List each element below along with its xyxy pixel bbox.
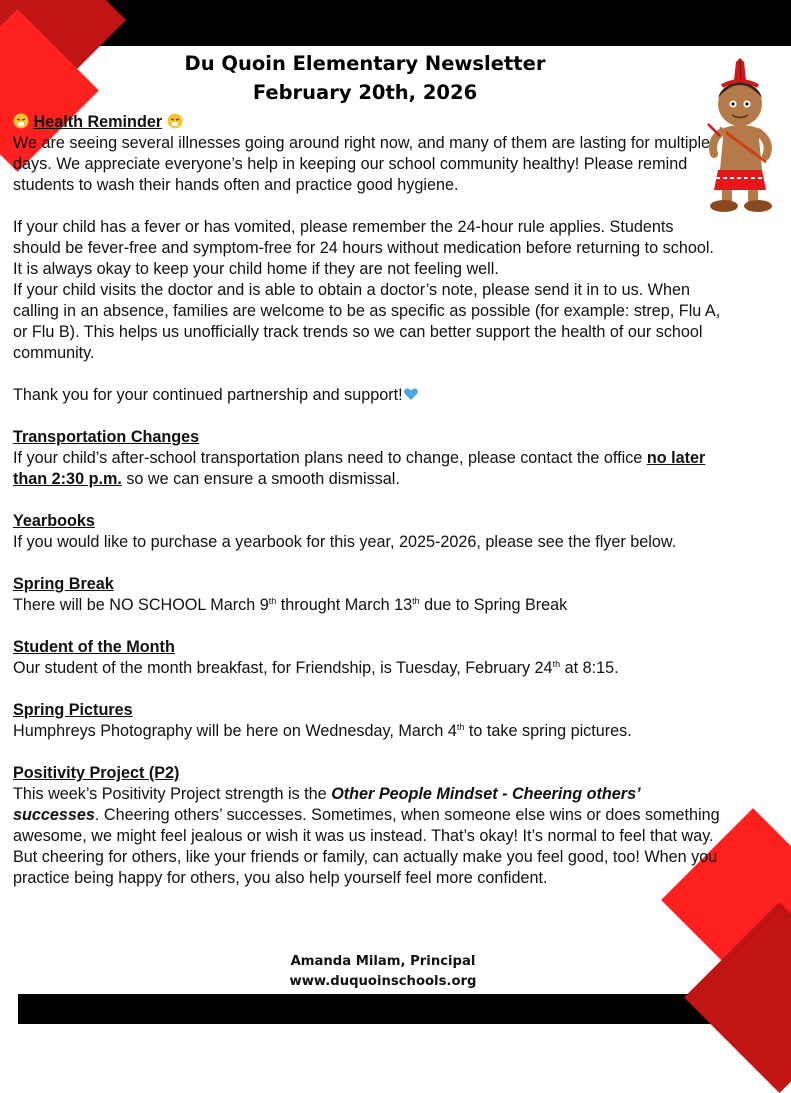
health-paragraph-2: If your child has a fever or has vomited, please remember the 24-hour rule applies. Students should be fever-free and symptom-free for 24 hours without medication before returning to school. It is always okay to keep your child home if they are not feeling well. xyxy=(13,218,714,278)
spring-break-text-2: throught March 13 xyxy=(276,596,413,614)
student-of-month-text-2: at 8:15. xyxy=(560,659,619,677)
transportation-text-start: If your child’s after-school transportation plans need to change, please contact the office xyxy=(13,449,647,467)
health-thanks xyxy=(13,385,723,406)
spring-pictures-text xyxy=(13,721,723,742)
health-reminder-title: Health Reminder xyxy=(33,113,163,131)
spring-pictures-text-2: to take spring pictures. xyxy=(464,722,632,740)
transportation-deadline-2: than 2:30 p.m. xyxy=(13,470,122,488)
health-paragraph-1: We are seeing several illnesses going around right now, and many of them are lasting for multiple days. We appreciate everyone’s help in keeping our school community healthy! Please remind students to wash their hands often and practice good hygiene. xyxy=(13,134,711,194)
school-website: www.duquoinschools.org xyxy=(289,974,477,989)
spring-pictures-text-1: Humphreys Photography will be here on Wednesday, March 4 xyxy=(13,722,457,740)
transportation-heading: Transportation Changes xyxy=(13,428,200,446)
blue-heart-icon xyxy=(403,386,419,402)
transportation-deadline-1: no later xyxy=(646,449,706,467)
health-thanks-text: Thank you for your continued partnership and support! xyxy=(13,386,403,404)
spring-break-heading: Spring Break xyxy=(13,575,114,593)
newsletter-date: February 20th, 2026 xyxy=(252,81,478,104)
newsletter-title: Du Quoin Elementary Newsletter xyxy=(184,52,546,75)
student-of-month-heading: Student of the Month xyxy=(13,638,175,656)
health-reminder-heading xyxy=(13,112,723,133)
ordinal-suffix: th xyxy=(268,596,277,606)
positivity-project-heading: Positivity Project (P2) xyxy=(13,764,180,782)
ordinal-suffix: th xyxy=(552,659,561,669)
ordinal-suffix: th xyxy=(412,596,420,606)
health-paragraph-3: If your child visits the doctor and is able to obtain a doctor’s note, please send it in to us. When calling in an absence, families are welcome to be as specific as possible (for example: strep, Flu A, or Flu B). This helps us unofficially track trends so we can better support the health of our school community. xyxy=(13,281,721,362)
yearbooks-heading: Yearbooks xyxy=(13,512,95,530)
yearbooks-text: If you would like to purchase a yearbook for this year, 2025-2026, please see the flyer below. xyxy=(13,533,677,551)
newsletter-body xyxy=(13,112,723,889)
spring-break-text-1: There will be NO SCHOOL March 9 xyxy=(13,596,269,614)
bottom-black-bar xyxy=(18,994,791,1024)
ordinal-suffix: th xyxy=(456,722,465,732)
sneezing-face-icon xyxy=(13,113,29,129)
positivity-text-1: This week’s Positivity Project strength is the xyxy=(13,785,332,803)
principal-name: Amanda Milam, Principal xyxy=(290,954,476,969)
positivity-project-text xyxy=(13,784,723,889)
sneezing-face-icon xyxy=(167,113,183,129)
spring-break-text-3: due to Spring Break xyxy=(419,596,568,614)
student-of-month-text-1: Our student of the month breakfast, for Friendship, is Tuesday, February 24 xyxy=(13,659,553,677)
spring-pictures-heading: Spring Pictures xyxy=(13,701,133,719)
student-of-month-text xyxy=(13,658,723,679)
spring-break-text xyxy=(13,595,723,616)
positivity-strength: Other People Mindset - Cheering others’ successes xyxy=(13,785,640,824)
positivity-text-2: . Cheering others’ successes. Sometimes, when someone else wins or does something awesome, we might feel jealous or wish it was us instead. That’s okay! It’s normal to feel that way. But cheering for others, like your friends or family, can actually make you feel good, too! When you practice being happy for others, you also help yourself feel more confident. xyxy=(13,806,720,887)
transportation-text xyxy=(13,448,723,490)
transportation-text-end: so we can ensure a smooth dismissal. xyxy=(121,470,400,488)
